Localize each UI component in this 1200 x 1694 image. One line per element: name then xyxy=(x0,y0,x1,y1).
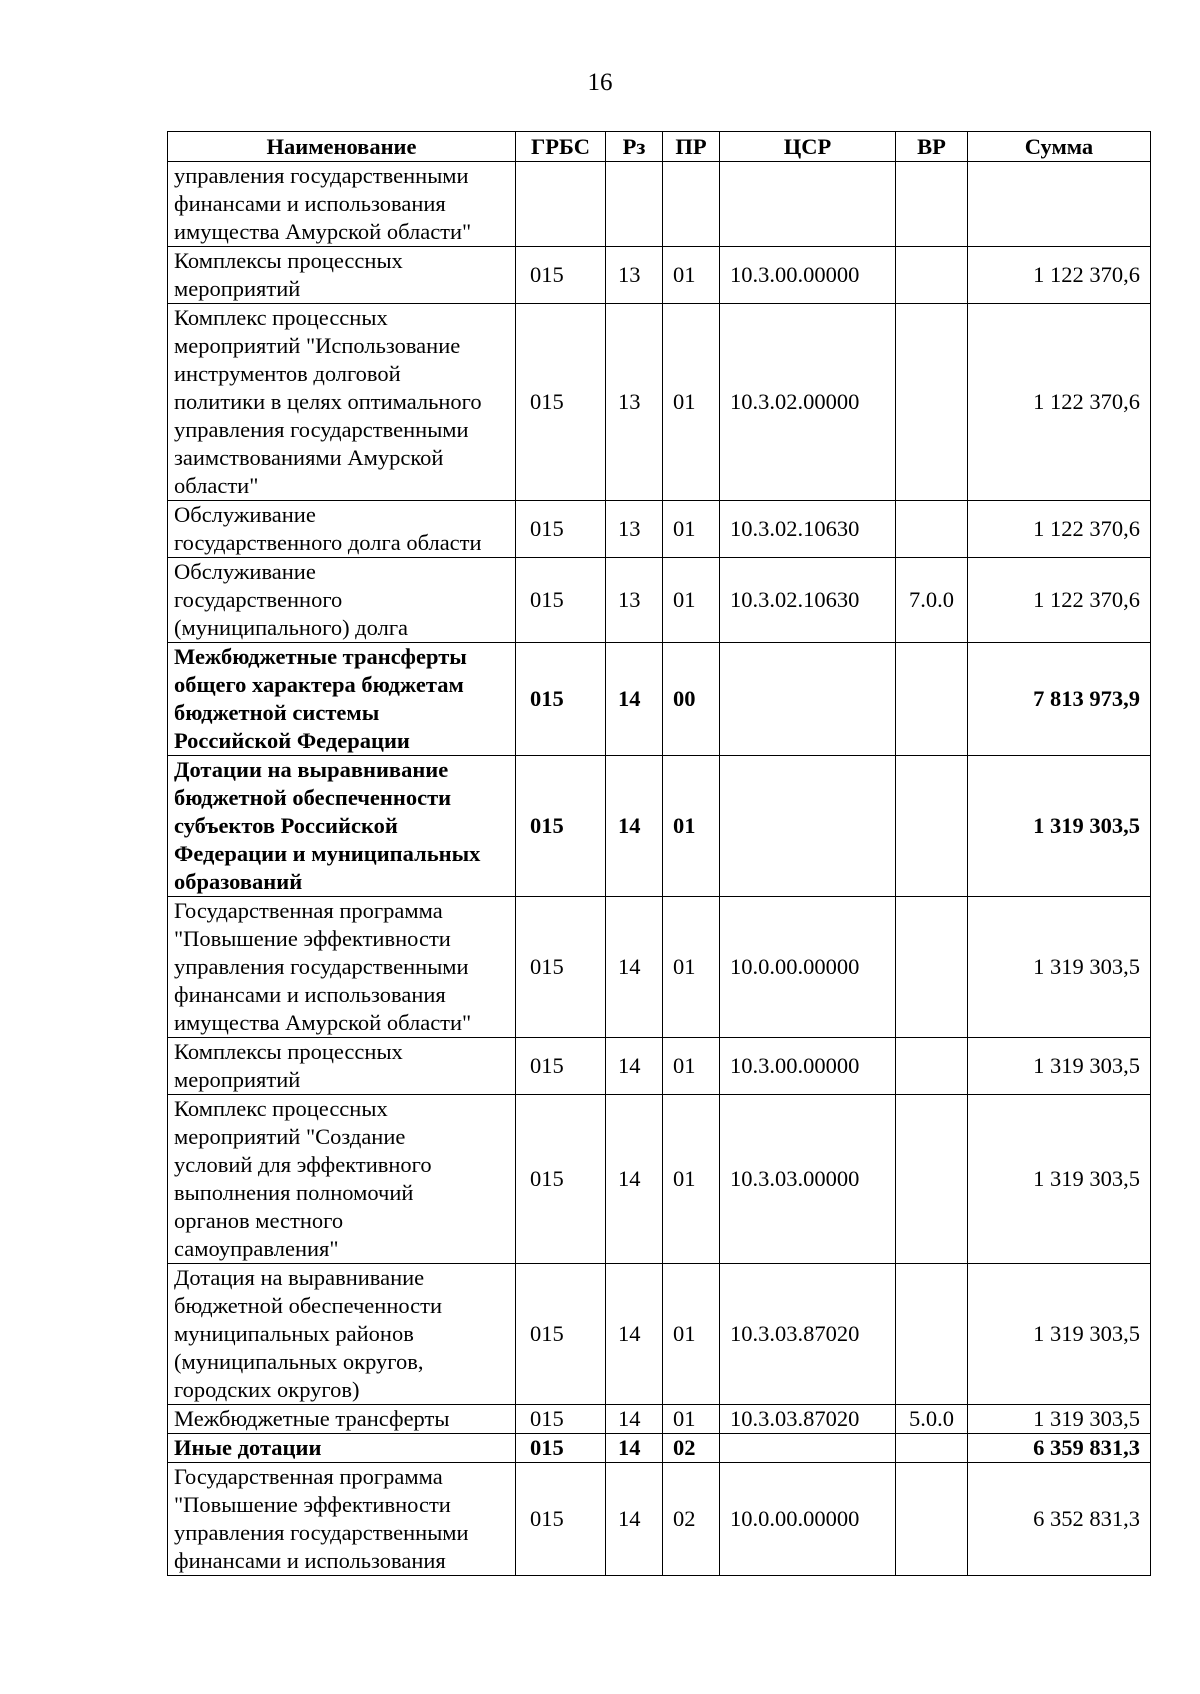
cell-pr: 02 xyxy=(663,1463,720,1576)
cell-sum: 1 319 303,5 xyxy=(968,1405,1151,1434)
cell-name: Дотации на выравнивание бюджетной обеспеченности субъектов Российской Федерации и муниципальных образований xyxy=(168,756,516,897)
cell-vr xyxy=(896,162,968,247)
cell-csr xyxy=(720,756,896,897)
cell-grbs xyxy=(516,162,606,247)
cell-pr: 01 xyxy=(663,558,720,643)
cell-pr: 01 xyxy=(663,1095,720,1264)
cell-grbs: 015 xyxy=(516,1095,606,1264)
cell-sum: 6 352 831,3 xyxy=(968,1463,1151,1576)
column-header-grbs: ГРБС xyxy=(516,132,606,162)
cell-name: Комплекс процессных мероприятий "Использование инструментов долговой политики в целях оптимального управления государственными заимствованиями Амурской области" xyxy=(168,304,516,501)
cell-rz: 14 xyxy=(606,1264,663,1405)
column-header-csr: ЦСР xyxy=(720,132,896,162)
table-body xyxy=(168,162,1151,1576)
cell-csr: 10.3.00.00000 xyxy=(720,247,896,304)
cell-csr xyxy=(720,643,896,756)
cell-csr: 10.3.02.10630 xyxy=(720,501,896,558)
cell-csr xyxy=(720,162,896,247)
table-row xyxy=(168,643,1151,756)
cell-vr xyxy=(896,1463,968,1576)
cell-grbs: 015 xyxy=(516,304,606,501)
cell-name: Обслуживание государственного долга области xyxy=(168,501,516,558)
cell-vr xyxy=(896,1095,968,1264)
table-header-row xyxy=(168,132,1151,162)
cell-pr: 01 xyxy=(663,1038,720,1095)
cell-name: Иные дотации xyxy=(168,1434,516,1463)
table-row xyxy=(168,756,1151,897)
cell-grbs: 015 xyxy=(516,1264,606,1405)
column-header-pr: ПР xyxy=(663,132,720,162)
cell-grbs: 015 xyxy=(516,1038,606,1095)
column-header-sum: Сумма xyxy=(968,132,1151,162)
table-row xyxy=(168,1434,1151,1463)
cell-pr: 01 xyxy=(663,1264,720,1405)
table-row xyxy=(168,1405,1151,1434)
cell-name: Комплексы процессных мероприятий xyxy=(168,247,516,304)
cell-vr xyxy=(896,501,968,558)
table-row xyxy=(168,162,1151,247)
cell-vr xyxy=(896,643,968,756)
cell-name: Комплекс процессных мероприятий "Создание условий для эффективного выполнения полномочий органов местного самоуправления" xyxy=(168,1095,516,1264)
table-row xyxy=(168,501,1151,558)
cell-sum: 7 813 973,9 xyxy=(968,643,1151,756)
cell-csr: 10.3.00.00000 xyxy=(720,1038,896,1095)
cell-pr: 01 xyxy=(663,897,720,1038)
table-row xyxy=(168,897,1151,1038)
table-row xyxy=(168,1095,1151,1264)
cell-vr xyxy=(896,304,968,501)
cell-pr: 01 xyxy=(663,756,720,897)
cell-pr: 01 xyxy=(663,501,720,558)
cell-sum xyxy=(968,162,1151,247)
cell-grbs: 015 xyxy=(516,558,606,643)
cell-vr: 7.0.0 xyxy=(896,558,968,643)
cell-pr: 01 xyxy=(663,304,720,501)
cell-grbs: 015 xyxy=(516,247,606,304)
cell-rz: 13 xyxy=(606,558,663,643)
cell-grbs: 015 xyxy=(516,643,606,756)
cell-grbs: 015 xyxy=(516,756,606,897)
table-row xyxy=(168,1264,1151,1405)
cell-grbs: 015 xyxy=(516,1405,606,1434)
cell-rz: 14 xyxy=(606,1038,663,1095)
cell-grbs: 015 xyxy=(516,501,606,558)
page-number: 16 xyxy=(587,69,613,96)
cell-sum: 1 319 303,5 xyxy=(968,1264,1151,1405)
cell-rz: 14 xyxy=(606,756,663,897)
cell-vr xyxy=(896,897,968,1038)
cell-name: Комплексы процессных мероприятий xyxy=(168,1038,516,1095)
cell-rz: 14 xyxy=(606,1095,663,1264)
cell-csr: 10.3.02.00000 xyxy=(720,304,896,501)
cell-sum: 6 359 831,3 xyxy=(968,1434,1151,1463)
table-row xyxy=(168,304,1151,501)
cell-sum: 1 319 303,5 xyxy=(968,1095,1151,1264)
cell-sum: 1 319 303,5 xyxy=(968,897,1151,1038)
cell-vr xyxy=(896,756,968,897)
column-header-rz: Рз xyxy=(606,132,663,162)
cell-pr: 01 xyxy=(663,1405,720,1434)
cell-rz: 13 xyxy=(606,247,663,304)
cell-name: Межбюджетные трансферты xyxy=(168,1405,516,1434)
cell-sum: 1 319 303,5 xyxy=(968,756,1151,897)
cell-vr xyxy=(896,1264,968,1405)
cell-vr xyxy=(896,1038,968,1095)
cell-vr xyxy=(896,1434,968,1463)
cell-pr: 00 xyxy=(663,643,720,756)
cell-name: Межбюджетные трансферты общего характера бюджетам бюджетной системы Российской Федерации xyxy=(168,643,516,756)
cell-sum: 1 122 370,6 xyxy=(968,558,1151,643)
cell-name: Государственная программа "Повышение эффективности управления государственными финансами и использования имущества Амурской области" xyxy=(168,897,516,1038)
cell-csr: 10.0.00.00000 xyxy=(720,1463,896,1576)
cell-rz: 14 xyxy=(606,1405,663,1434)
cell-name: управления государственными финансами и использования имущества Амурской области" xyxy=(168,162,516,247)
cell-grbs: 015 xyxy=(516,897,606,1038)
table-row xyxy=(168,1463,1151,1576)
cell-name: Дотация на выравнивание бюджетной обеспеченности муниципальных районов (муниципальных округов, городских округов) xyxy=(168,1264,516,1405)
cell-rz: 13 xyxy=(606,501,663,558)
cell-rz: 14 xyxy=(606,643,663,756)
cell-vr: 5.0.0 xyxy=(896,1405,968,1434)
cell-csr: 10.3.02.10630 xyxy=(720,558,896,643)
cell-vr xyxy=(896,247,968,304)
table-row xyxy=(168,247,1151,304)
cell-rz: 14 xyxy=(606,1463,663,1576)
cell-rz: 13 xyxy=(606,304,663,501)
cell-pr xyxy=(663,162,720,247)
table-row xyxy=(168,1038,1151,1095)
cell-sum: 1 122 370,6 xyxy=(968,304,1151,501)
cell-csr: 10.0.00.00000 xyxy=(720,897,896,1038)
cell-pr: 01 xyxy=(663,247,720,304)
cell-grbs: 015 xyxy=(516,1463,606,1576)
cell-sum: 1 122 370,6 xyxy=(968,247,1151,304)
cell-csr: 10.3.03.87020 xyxy=(720,1405,896,1434)
cell-csr: 10.3.03.87020 xyxy=(720,1264,896,1405)
cell-pr: 02 xyxy=(663,1434,720,1463)
budget-table xyxy=(167,131,1151,1576)
cell-csr xyxy=(720,1434,896,1463)
cell-name: Обслуживание государственного (муниципального) долга xyxy=(168,558,516,643)
cell-rz: 14 xyxy=(606,1434,663,1463)
cell-rz: 14 xyxy=(606,897,663,1038)
cell-csr: 10.3.03.00000 xyxy=(720,1095,896,1264)
column-header-vr: ВР xyxy=(896,132,968,162)
column-header-name: Наименование xyxy=(168,132,516,162)
table-row xyxy=(168,558,1151,643)
cell-rz xyxy=(606,162,663,247)
cell-sum: 1 122 370,6 xyxy=(968,501,1151,558)
cell-grbs: 015 xyxy=(516,1434,606,1463)
cell-name: Государственная программа "Повышение эффективности управления государственными финансами и использования xyxy=(168,1463,516,1576)
cell-sum: 1 319 303,5 xyxy=(968,1038,1151,1095)
